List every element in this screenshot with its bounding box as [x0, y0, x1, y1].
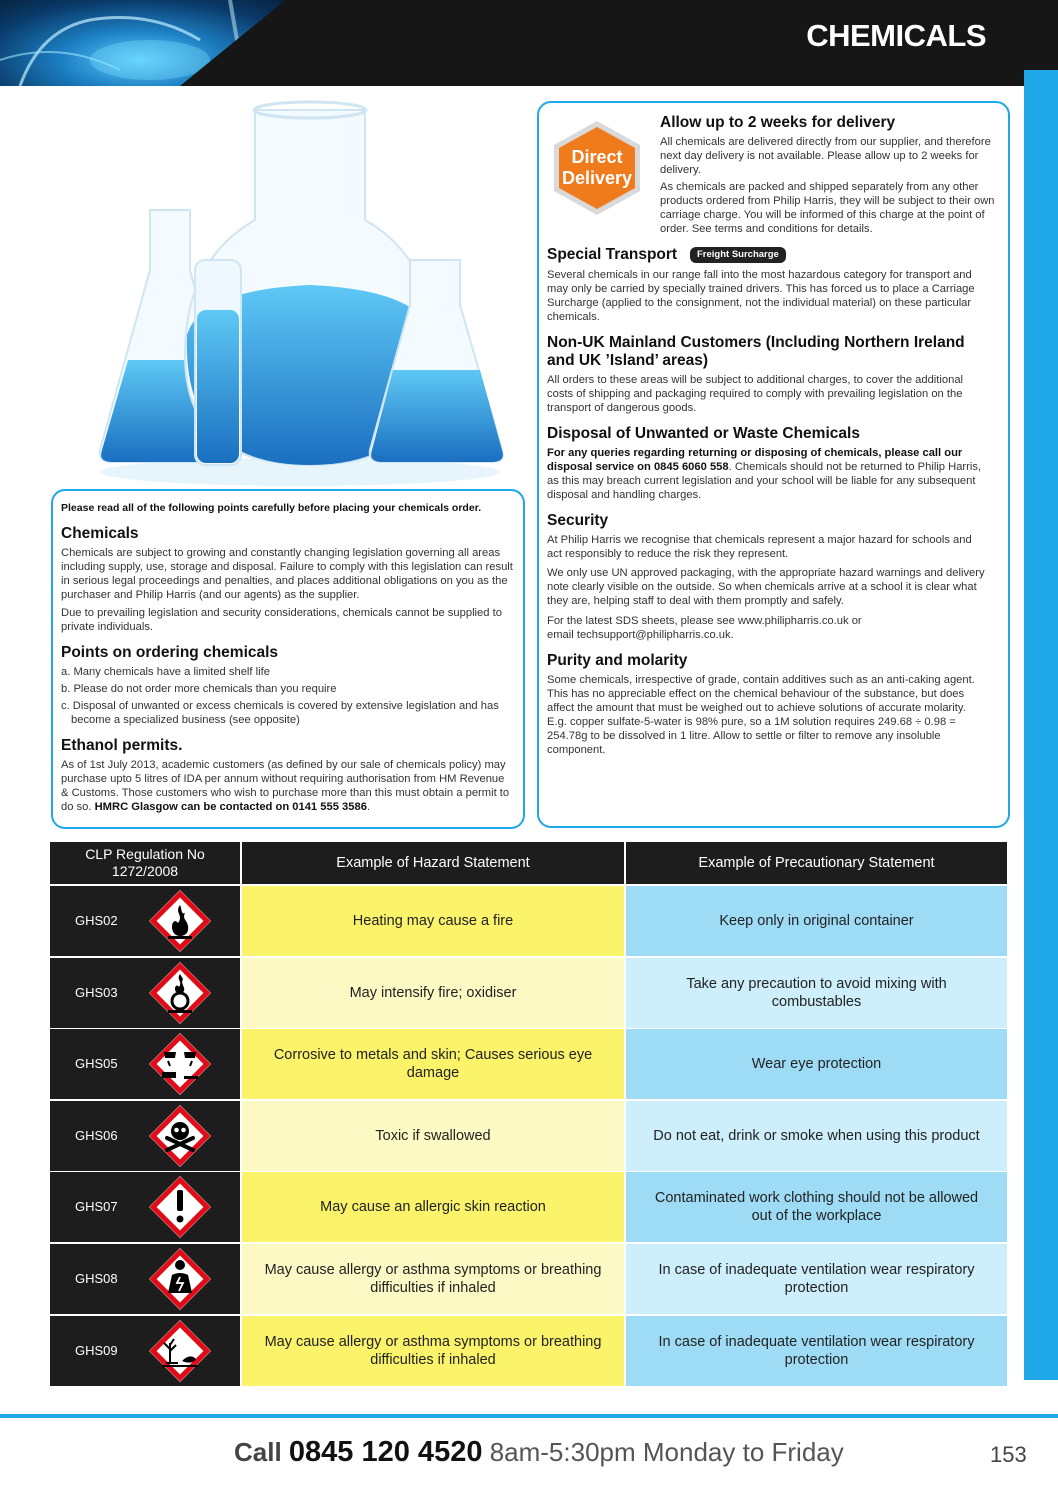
hazard-statement: May cause an allergic skin reaction — [242, 1172, 624, 1242]
ghs-code: GHS09 — [75, 1342, 118, 1358]
call-label: Call — [234, 1437, 282, 1467]
header-hazard: Example of Hazard Statement — [242, 842, 624, 884]
table-row — [50, 1244, 1007, 1314]
precautionary-statement: Contaminated work clothing should not be allowed out of the workplace — [626, 1172, 1007, 1242]
ghs-code-cell — [50, 886, 240, 956]
ghs-code-cell — [50, 958, 240, 1028]
ghs-code-cell — [50, 1101, 240, 1171]
point-a: a. Many chemicals have a limited shelf life — [61, 666, 270, 678]
ghs-code-cell — [50, 1244, 240, 1314]
page-title: CHEMICALS — [806, 18, 986, 53]
hazard-statement: Corrosive to metals and skin; Causes serious eye damage — [242, 1029, 624, 1099]
precautionary-statement: Take any precaution to avoid mixing with combustables — [626, 958, 1007, 1028]
table-row — [50, 1101, 1007, 1171]
security-paragraph-1: At Philip Harris we recognise that chemicals represent a major hazard for schools and act responsibly to reduce the risk they represent. — [547, 534, 972, 560]
ghs-code-cell — [50, 1172, 240, 1242]
ghs-code: GHS07 — [75, 1199, 118, 1215]
direct-delivery-badge — [550, 118, 645, 218]
ghs-code: GHS06 — [75, 1127, 118, 1143]
precautionary-statement: In case of inadequate ventilation wear respiratory protection — [626, 1316, 1007, 1386]
flame-over-circle-icon — [148, 961, 212, 1025]
delivery-paragraph-1: All chemicals are delivered directly from our supplier, and therefore next day delivery is not available. Please allow up to 2 weeks for delivery. — [660, 136, 991, 176]
chemicals-paragraph-2: Due to prevailing legislation and security considerations, chemicals cannot be supplied to private individuals. — [61, 607, 502, 633]
ghs-code: GHS05 — [75, 1056, 118, 1072]
footer-rule — [0, 1414, 1058, 1418]
point-c: c. Disposal of unwanted or excess chemicals is covered by extensive legislation and has become a specialized business (see opposite) — [61, 700, 499, 726]
hazard-statement: Toxic if swallowed — [242, 1101, 624, 1171]
ordering-points-heading: Points on ordering chemicals — [61, 644, 279, 661]
security-heading: Security — [547, 512, 609, 529]
precautionary-statement: In case of inadequate ventilation wear respiratory protection — [626, 1244, 1007, 1314]
hazard-statement: May intensify fire; oxidiser — [242, 958, 624, 1028]
ethanol-heading: Ethanol permits. — [61, 737, 183, 754]
ghs-code-cell — [50, 1029, 240, 1099]
section-side-tab — [1024, 70, 1058, 1380]
purity-text: Some chemicals, irrespective of grade, contain additives such as an anti-caking agent. This has no appreciable effect on the chemical behaviour of the substance, but does affect the amount that must be weighed out to achieve solutions of accurate molarity. E.g. copper sulfate-5-water is 98% pure, so a 1M solution requires 249.68 ÷ 0.98 = 254.78g to be dissolved in 1 litre. Allow to settle or filter to remove any insoluble component. — [547, 674, 975, 756]
table-row — [50, 958, 1007, 1028]
intro-note: Please read all of the following points carefully before placing your chemicals order. — [61, 502, 482, 514]
table-row — [50, 1172, 1007, 1242]
security-paragraph-2: We only use UN approved packaging, with the appropriate hazard warnings and delivery note clearly visible on the outside. So when chemicals arrive at a school it is clear what they are, helping staff to deal with them promptly and safely. — [547, 567, 985, 607]
environment-icon — [148, 1319, 212, 1383]
point-b: b. Please do not order more chemicals than you require — [61, 683, 337, 695]
chemicals-paragraph-1: Chemicals are subject to growing and constantly changing legislation governing all areas including supply, use, storage and disposal. Failure to comply with this legislation can result in serious legal proceedings and penalties, and places additional obligations on you as the purchaser and Philip Harris (and our agents) as the supplier. — [61, 547, 513, 601]
ethanol-end: . — [366, 801, 371, 813]
disposal-paragraph — [547, 446, 992, 502]
non-uk-text: All orders to these areas will be subject to additional charges, to cover the additional costs of shipping and packaging required to comply with prevailing legislation on the transport of dangerous goods. — [547, 374, 964, 414]
skull-crossbones-icon — [148, 1104, 212, 1168]
special-transport-text: Several chemicals in our range fall into the most hazardous category for transport and may only be carried by specially trained drivers. This has forced us to place a Carriage Surcharge (applied to the consignment, not the individual material) on these particular chemicals. — [547, 269, 975, 323]
special-transport-heading: Special Transport — [547, 246, 678, 263]
precautionary-statement: Keep only in original container — [626, 886, 1007, 956]
footer-call-line — [234, 1436, 844, 1469]
table-row — [50, 1029, 1007, 1099]
ethanol-text: As of 1st July 2013, academic customers (as defined by our sale of chemicals policy) may purchase upto 5 litres of IDA per annum without requiring authorisation from HM Revenue & Customs. Those customers who wish to purchase more than this must obtain a permit to do so. — [61, 759, 510, 813]
non-uk-heading: Non-UK Mainland Customers (Including Northern Ireland and UK ’Island’ areas) — [547, 334, 965, 369]
ethanol-paragraph — [61, 758, 513, 814]
opening-hours: 8am-5:30pm Monday to Friday — [489, 1437, 844, 1467]
table-row — [50, 886, 1007, 956]
badge-line-1: Direct — [571, 147, 623, 167]
corrosion-icon — [148, 1032, 212, 1096]
lab-flasks-illustration — [90, 100, 510, 490]
ghs-code: GHS03 — [75, 984, 118, 1000]
disposal-phone: For any queries regarding returning or disposing of chemicals, please call our disposal service on 0845 6060 558 — [547, 447, 963, 473]
ghs-code: GHS02 — [75, 913, 118, 928]
disposal-text: . Chemicals should not be returned to Philip Harris, as this may breach current legislation and your school will be liable for any subsequent disposal and handling charges. — [547, 461, 982, 501]
chemicals-heading: Chemicals — [61, 525, 139, 542]
hazard-statement: Heating may cause a fire — [242, 886, 624, 956]
security-paragraph-3: For the latest SDS sheets, please see www.philipharris.co.uk or email techsupport@philipharris.co.uk. — [547, 615, 862, 641]
disposal-heading: Disposal of Unwanted or Waste Chemicals — [547, 425, 860, 442]
table-row — [50, 1316, 1007, 1386]
page-header — [0, 0, 1058, 86]
page-number: 153 — [990, 1442, 1027, 1467]
phone-number[interactable]: 0845 120 4520 — [288, 1436, 483, 1468]
hazard-statement: May cause allergy or asthma symptoms or breathing difficulties if inhaled — [242, 1316, 624, 1386]
health-hazard-icon — [148, 1247, 212, 1311]
hazard-statement: May cause allergy or asthma symptoms or breathing difficulties if inhaled — [242, 1244, 624, 1314]
purity-heading: Purity and molarity — [547, 652, 688, 669]
header-clp: CLP Regulation No 1272/2008 — [50, 842, 240, 884]
delivery-heading: Allow up to 2 weeks for delivery — [660, 114, 896, 131]
header-precaution: Example of Precautionary Statement — [626, 842, 1007, 884]
precautionary-statement: Wear eye protection — [626, 1029, 1007, 1099]
flame-icon — [148, 889, 212, 953]
badge-line-2: Delivery — [561, 168, 633, 188]
hmrc-contact: HMRC Glasgow can be contacted on 0141 555 3586 — [94, 801, 367, 813]
delivery-paragraph-2: As chemicals are packed and shipped separately from any other products ordered from Philip Harris, they will be subject to their own carriage charge. You will be informed of this charge at the point of order. See terms and conditions for details. — [660, 181, 995, 235]
ghs-code: GHS08 — [75, 1271, 118, 1286]
ghs-code-cell — [50, 1316, 240, 1386]
exclamation-icon — [148, 1175, 212, 1239]
table-header-row — [50, 842, 1007, 884]
precautionary-statement: Do not eat, drink or smoke when using this product — [626, 1101, 1007, 1171]
freight-surcharge-badge: Freight Surcharge — [690, 247, 786, 263]
